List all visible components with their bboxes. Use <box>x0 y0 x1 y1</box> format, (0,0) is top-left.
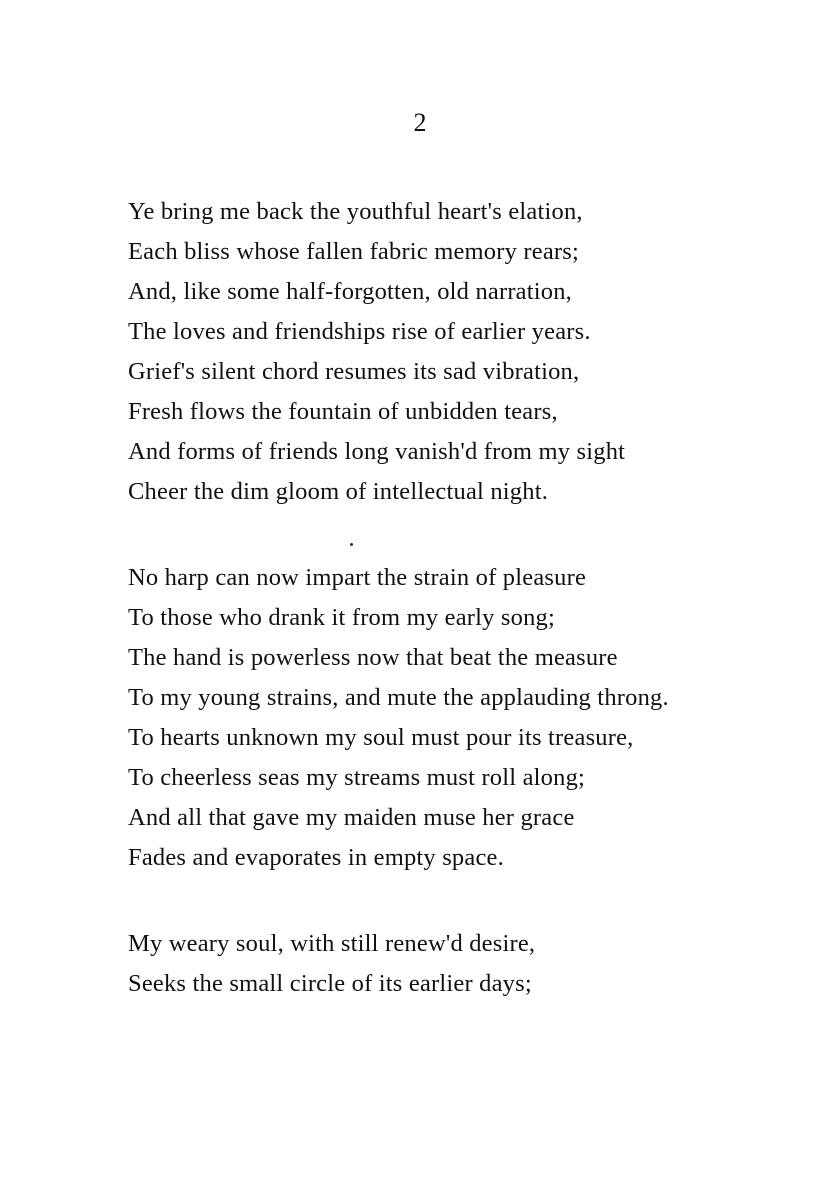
poem-line: My weary soul, with still renew'd desire, <box>128 930 536 957</box>
poem-line: The hand is powerless now that beat the measure <box>128 644 618 671</box>
poem-line: No harp can now impart the strain of pleasure <box>128 564 587 591</box>
poem-line: Grief's silent chord resumes its sad vibration, <box>128 358 580 385</box>
poem-line: Ye bring me back the youthful heart's elation, <box>128 198 583 225</box>
stanza-1 <box>128 192 788 512</box>
poem-line: Fresh flows the fountain of unbidden tears, <box>128 398 558 425</box>
poem-line: To cheerless seas my streams must roll along; <box>128 764 586 791</box>
poem-body <box>128 192 788 1050</box>
poem-line: And, like some half-forgotten, old narration, <box>128 278 572 305</box>
poem-line: To my young strains, and mute the applauding throng. <box>128 684 669 711</box>
poem-line: And forms of friends long vanish'd from my sight <box>128 438 626 465</box>
stanza-3 <box>128 924 788 1004</box>
poem-line: Fades and evaporates in empty space. <box>128 844 504 871</box>
stanza-2 <box>128 558 788 878</box>
poem-line: To those who drank it from my early song; <box>128 604 555 631</box>
poem-line: To hearts unknown my soul must pour its treasure, <box>128 724 634 751</box>
poem-line: The loves and friendships rise of earlier years. <box>128 318 591 345</box>
page-number: 2 <box>413 108 427 137</box>
poem-line: And all that gave my maiden muse her grace <box>128 804 575 831</box>
poem-line: Each bliss whose fallen fabric memory rears; <box>128 238 579 265</box>
poem-line: Cheer the dim gloom of intellectual night. <box>128 478 549 505</box>
poem-line: Seeks the small circle of its earlier days; <box>128 970 532 997</box>
